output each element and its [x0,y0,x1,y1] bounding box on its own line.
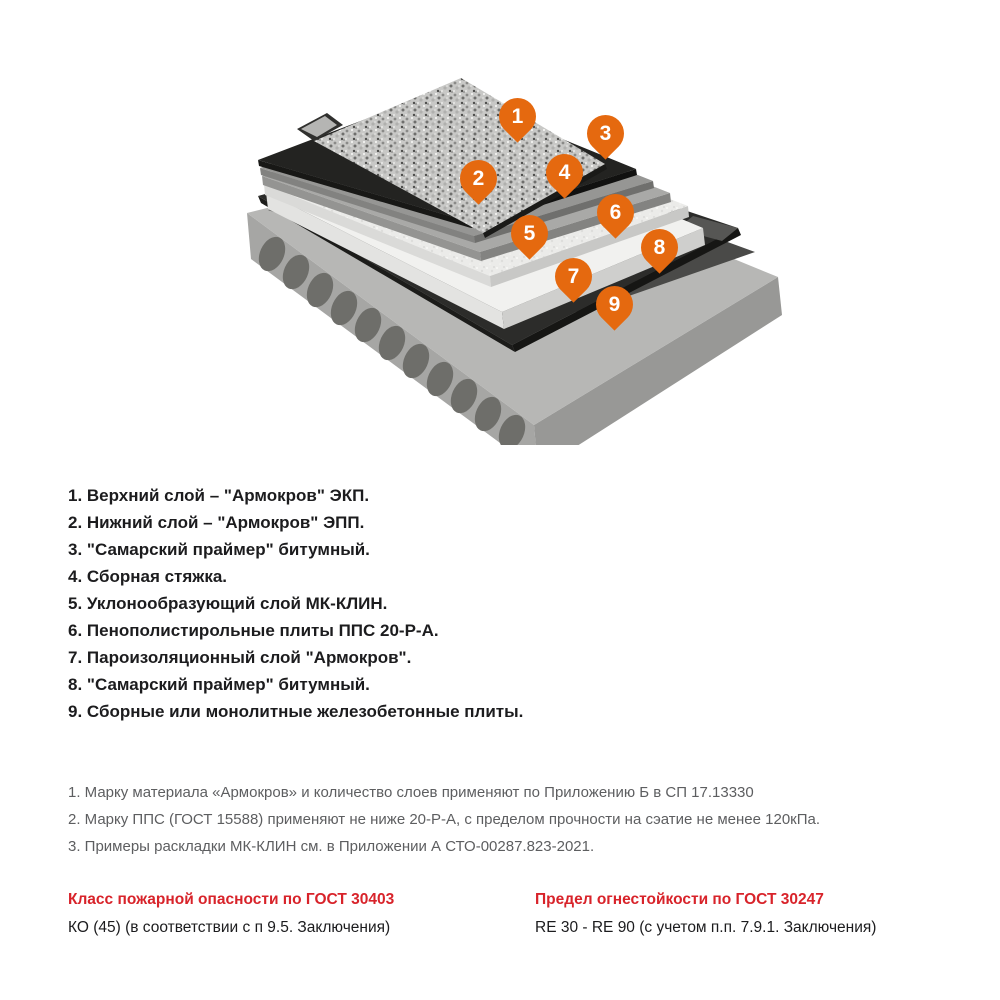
legend-item: 8. "Самарский праймер" битумный. [68,675,370,694]
legend-item: 5. Уклонообразующий слой МК-КЛИН. [68,594,388,613]
marker-pin-3 [579,107,631,159]
fire-resistance-block [535,891,876,937]
legend-item: 3. "Самарский праймер" битумный. [68,540,370,559]
legend-item: 9. Сборные или монолитные железобетонные плиты. [68,702,524,721]
fire-hazard-class-value: КО (45) (в соответствии с п 9.5. Заключения) [68,919,391,936]
legend-item: 2. Нижний слой – "Армокров" ЭПП. [68,513,365,532]
legend-item: 4. Сборная стяжка. [68,567,228,586]
marker-pin-6 [589,186,641,238]
note-item: 2. Марку ППС (ГОСТ 15588) применяют не ниже 20-Р-А, с пределом прочности на сэатие не менее 120кПа. [68,811,821,828]
marker-pin-5 [503,207,555,259]
marker-pin-2 [452,152,504,204]
layers-legend [68,482,523,725]
fire-hazard-class-block [68,891,394,937]
legend-item: 7. Пароизоляционный слой "Армокров". [68,648,412,667]
marker-pin-4 [538,146,590,198]
note-item: 3. Примеры раскладки МК-КЛИН см. в Приложении А СТО-00287.823-2021. [68,838,595,855]
legend-item: 6. Пенополистирольные плиты ППС 20-Р-А. [68,621,439,640]
marker-pin-9 [588,278,640,330]
marker-label: 4 [558,160,571,184]
fire-hazard-class-heading: Класс пожарной опасности по ГОСТ 30403 [68,891,395,908]
marker-label: 2 [472,166,485,190]
marker-label: 7 [567,264,580,288]
fire-resistance-value: RE 30 - RE 90 (с учетом п.п. 7.9.1. Заключения) [535,919,877,936]
marker-pin-1 [491,90,543,142]
fire-resistance-heading: Предел огнестойкости по ГОСТ 30247 [535,891,824,908]
marker-label: 3 [599,121,612,145]
marker-label: 5 [523,221,536,245]
notes-list [68,779,820,860]
legend-item: 1. Верхний слой – "Армокров" ЭКП. [68,486,370,505]
marker-label: 1 [511,104,524,128]
marker-label: 8 [653,235,666,259]
marker-pin-8 [633,221,685,273]
note-item: 1. Марку материала «Армокров» и количество слоев применяют по Приложению Б в СП 17.13330 [68,784,754,801]
marker-label: 6 [609,200,622,224]
marker-pin-7 [547,250,599,302]
marker-label: 9 [608,292,621,316]
